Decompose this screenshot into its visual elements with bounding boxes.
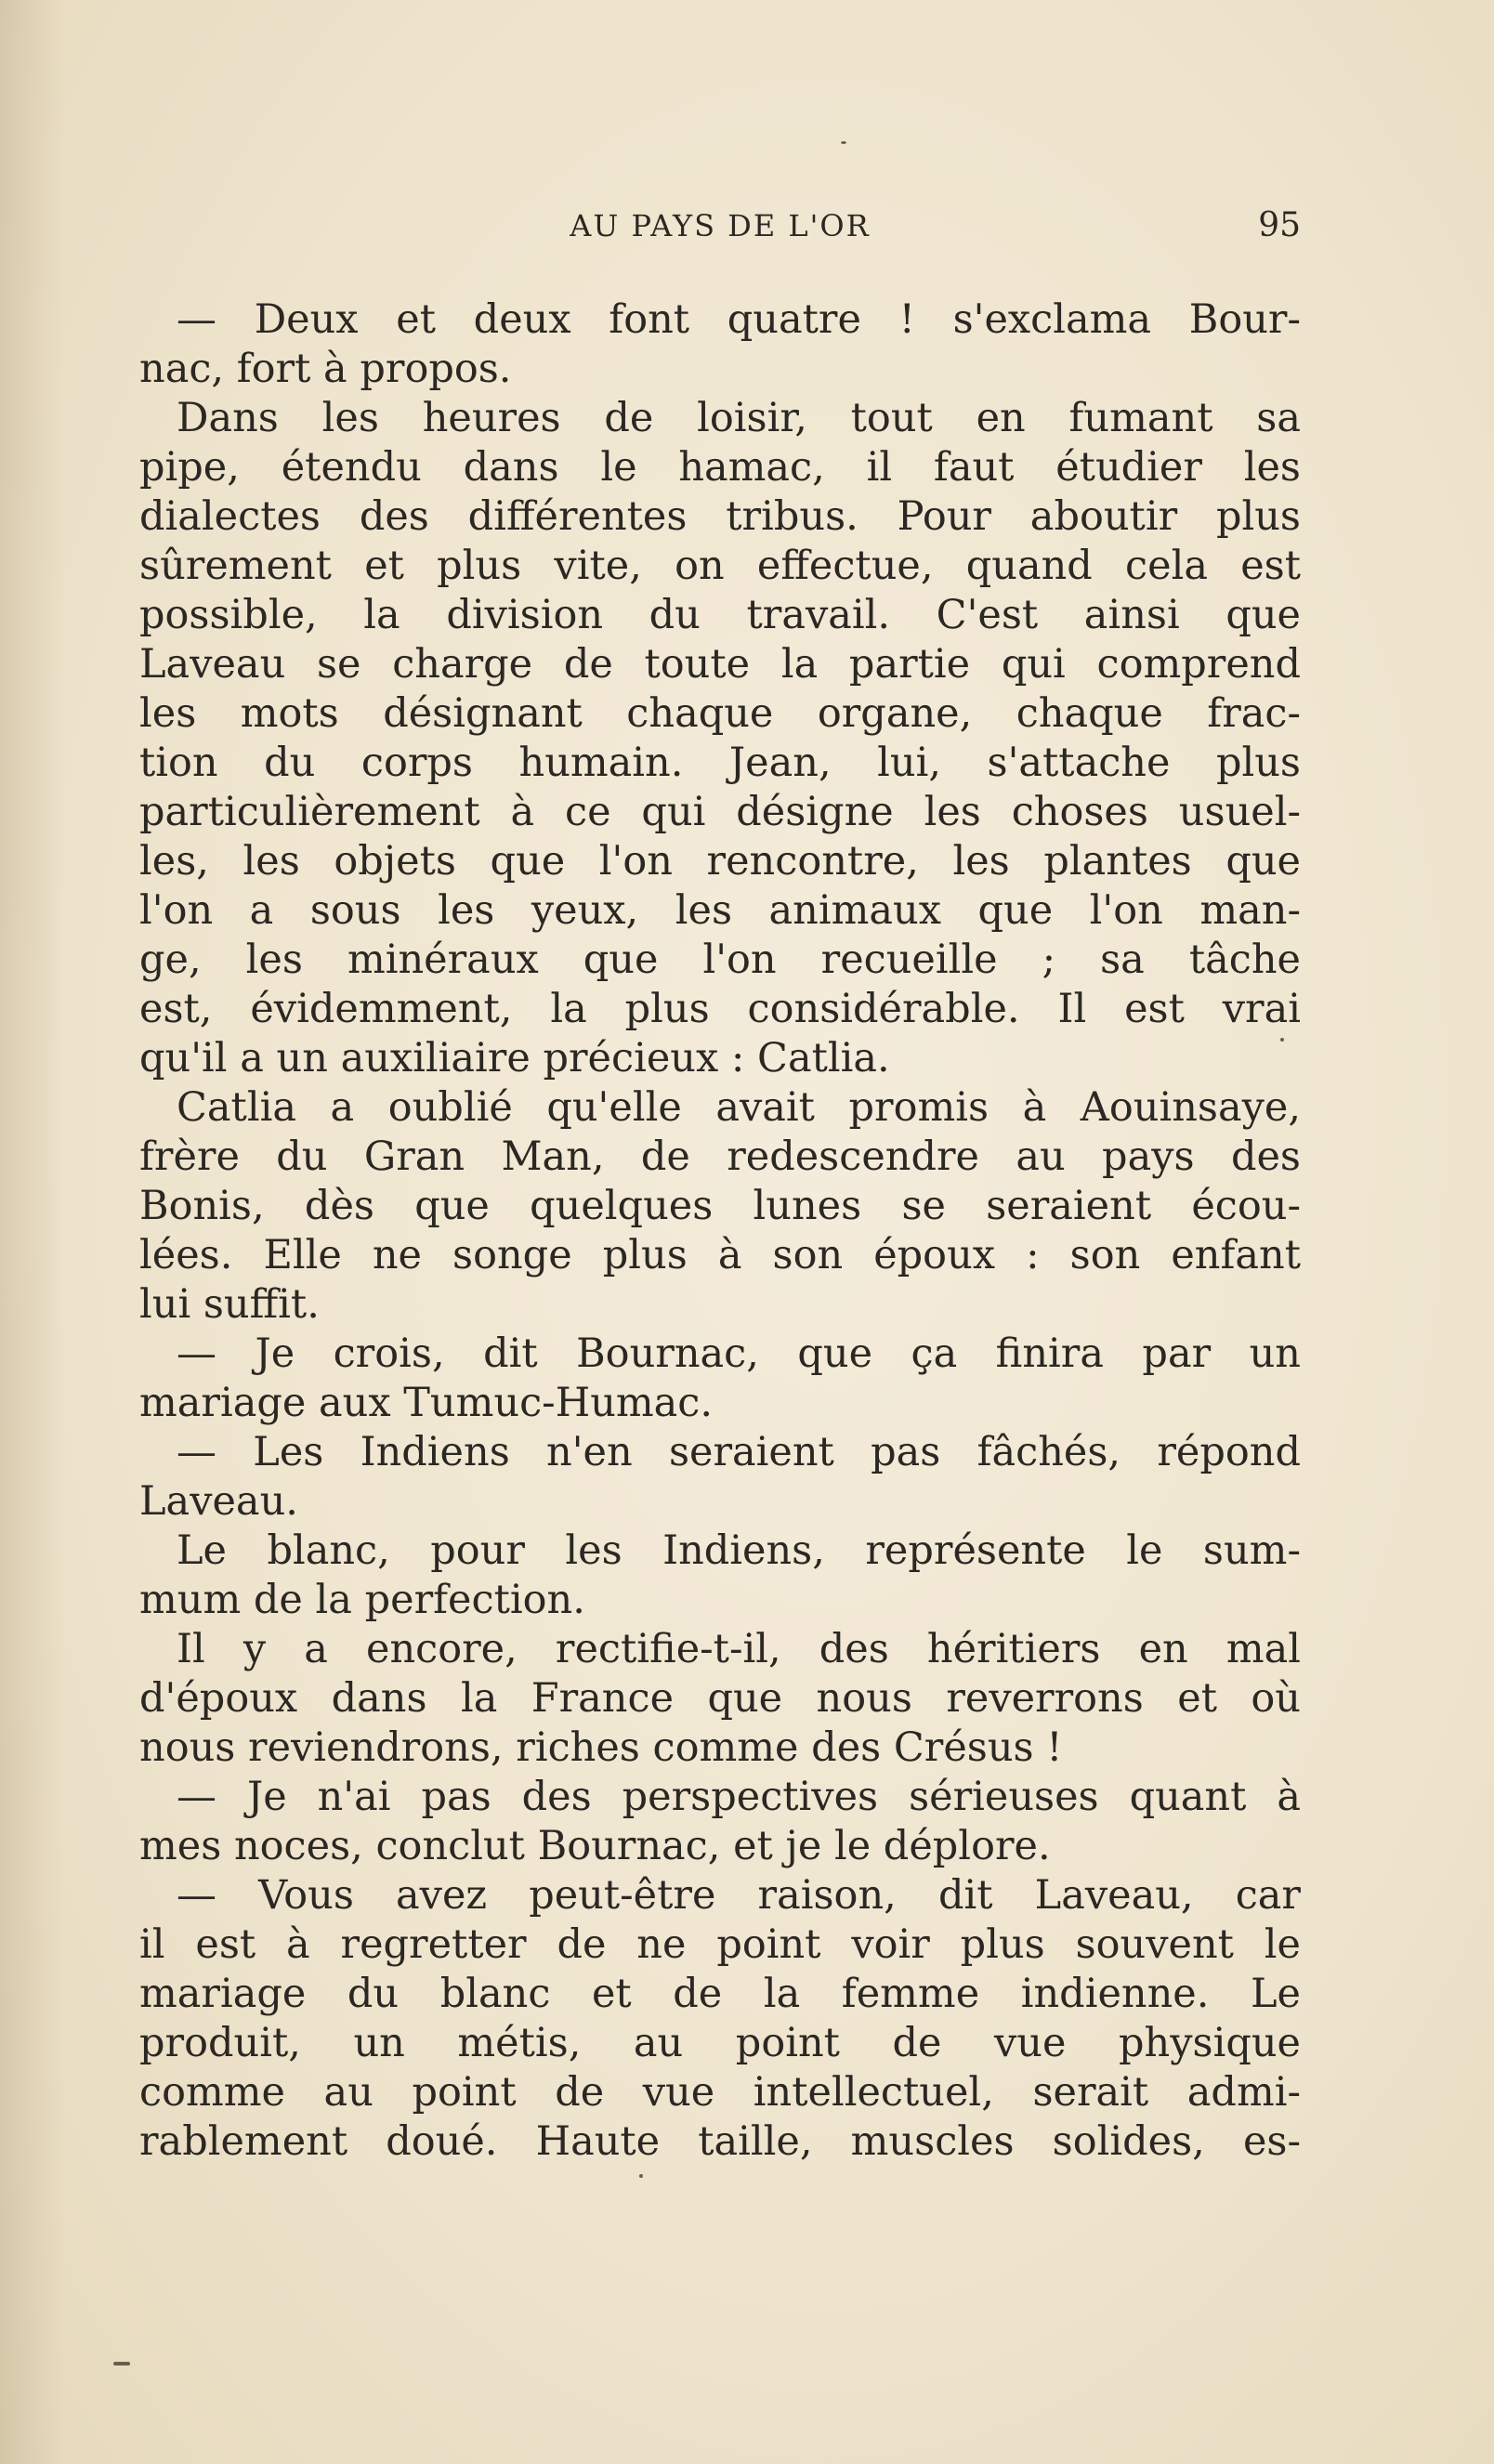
text-line: lui suffit.: [139, 1281, 320, 1328]
text-line: Catlia a oublié qu'elle avait promis à Aouinsaye,: [177, 1084, 1301, 1131]
text-line: mariage du blanc et de la femme indienne. Le: [139, 1971, 1301, 2017]
text-line: produit, un métis, au point de vue physique: [139, 2020, 1301, 2066]
text-line: Dans les heures de loisir, tout en fumant sa: [177, 395, 1301, 441]
text-line: les mots désignant chaque organe, chaque frac-: [139, 690, 1301, 737]
text-line: sûrement et plus vite, on effectue, quand cela est: [139, 543, 1301, 589]
text-line: les, les objets que l'on rencontre, les plantes que: [139, 838, 1301, 885]
paper-speck: [841, 141, 846, 144]
text-line: nac, fort à propos.: [139, 346, 512, 392]
text-line: nous reviendrons, riches comme des Crésus !: [139, 1724, 1063, 1771]
text-line: lées. Elle ne songe plus à son époux : son enfant: [139, 1232, 1301, 1278]
text-line: est, évidemment, la plus considérable. Il est vrai: [139, 986, 1301, 1032]
text-line: d'époux dans la France que nous reverrons et où: [139, 1675, 1301, 1722]
text-line: Laveau.: [139, 1478, 298, 1525]
paper-speck: [113, 2362, 130, 2366]
paper-speck: [1280, 1038, 1284, 1042]
text-line: qu'il a un auxiliaire précieux : Catlia.: [139, 1035, 890, 1081]
text-line: Le blanc, pour les Indiens, représente le sum-: [177, 1527, 1301, 1574]
running-header: [139, 203, 1301, 249]
body-text: [139, 295, 1301, 2167]
text-line: mum de la perfection.: [139, 1577, 585, 1623]
text-line: Bonis, dès que quelques lunes se seraient écou-: [139, 1183, 1301, 1229]
text-line: — Je n'ai pas des perspectives sérieuses quant à: [177, 1774, 1301, 1820]
text-line: — Les Indiens n'en seraient pas fâchés, répond: [177, 1429, 1301, 1475]
page-gutter-shadow: [0, 0, 65, 2464]
text-line: dialectes des différentes tribus. Pour aboutir plus: [139, 493, 1301, 540]
text-line: — Deux et deux font quatre ! s'exclama Bour-: [177, 296, 1301, 343]
text-line: tion du corps humain. Jean, lui, s'attache plus: [139, 740, 1301, 786]
running-title: AU PAYS DE L'OR: [570, 208, 871, 243]
text-line: Il y a encore, rectifie-t-il, des héritiers en mal: [177, 1626, 1301, 1672]
text-line: rablement doué. Haute taille, muscles solides, es-: [139, 2118, 1301, 2165]
text-line: il est à regretter de ne point voir plus souvent le: [139, 1921, 1301, 1968]
text-line: l'on a sous les yeux, les animaux que l'on man-: [139, 887, 1301, 934]
text-line: — Je crois, dit Bournac, que ça finira par un: [177, 1330, 1301, 1377]
text-line: possible, la division du travail. C'est ainsi que: [139, 592, 1301, 638]
text-line: ge, les minéraux que l'on recueille ; sa tâche: [139, 937, 1301, 983]
text-line: pipe, étendu dans le hamac, il faut étudier les: [139, 444, 1301, 491]
text-line: comme au point de vue intellectuel, serait admi-: [139, 2069, 1301, 2116]
text-line: Laveau se charge de toute la partie qui comprend: [139, 641, 1301, 688]
text-line: particulièrement à ce qui désigne les choses usuel-: [139, 789, 1301, 835]
paper-speck: [639, 2174, 643, 2178]
text-line: frère du Gran Man, de redescendre au pays des: [139, 1134, 1301, 1180]
text-line: mariage aux Tumuc-Humac.: [139, 1380, 714, 1426]
page-number: 95: [1258, 206, 1301, 244]
text-line: mes noces, conclut Bournac, et je le déplore.: [139, 1823, 1051, 1869]
text-line: — Vous avez peut-être raison, dit Laveau, car: [177, 1872, 1301, 1919]
